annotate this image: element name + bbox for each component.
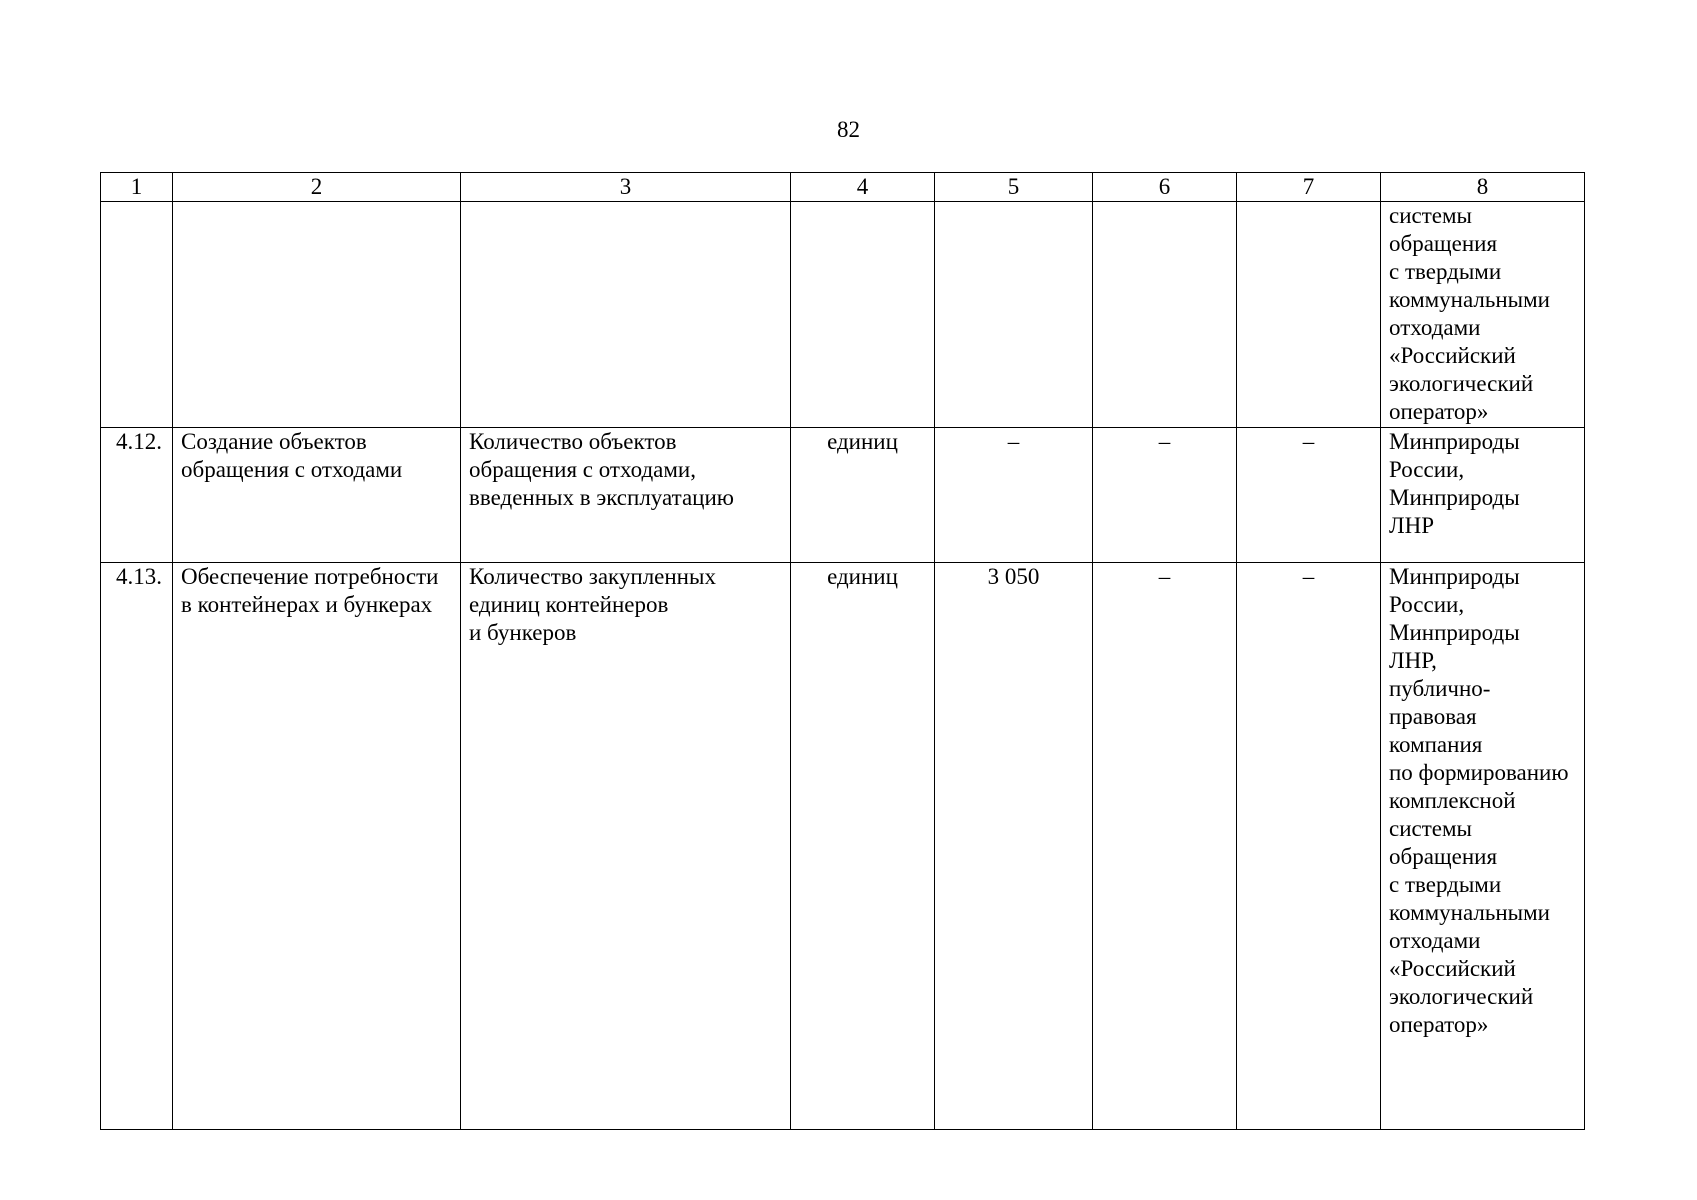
row-number-cell xyxy=(101,202,173,428)
header-cell: 7 xyxy=(1237,173,1381,202)
unit-cell xyxy=(791,202,935,428)
value-cell-5: 3 050 xyxy=(935,563,1093,1130)
header-cell: 6 xyxy=(1093,173,1237,202)
indicator-cell: Количество закупленных единиц контейнеров и бункеров xyxy=(461,563,791,1130)
header-cell: 3 xyxy=(461,173,791,202)
value-cell-6: – xyxy=(1093,428,1237,563)
value-cell-5 xyxy=(935,202,1093,428)
responsible-cell: Минприроды России, Минприроды ЛНР xyxy=(1381,428,1585,563)
table-row xyxy=(101,428,1585,563)
value-cell-6 xyxy=(1093,202,1237,428)
indicator-cell: Количество объектов обращения с отходами, введенных в эксплуатацию xyxy=(461,428,791,563)
value-cell-6: – xyxy=(1093,563,1237,1130)
unit-cell: единиц xyxy=(791,563,935,1130)
header-cell: 5 xyxy=(935,173,1093,202)
responsible-cell: Минприроды России, Минприроды ЛНР, публично- правовая компания по формированию комплексной системы обращения с твердыми коммунальными отходами «Российский экологический оператор» xyxy=(1381,563,1585,1130)
header-cell: 8 xyxy=(1381,173,1585,202)
value-cell-7: – xyxy=(1237,563,1381,1130)
header-cell: 2 xyxy=(173,173,461,202)
table-row xyxy=(101,563,1585,1130)
value-cell-7 xyxy=(1237,202,1381,428)
value-cell-7: – xyxy=(1237,428,1381,563)
indicator-cell xyxy=(461,202,791,428)
event-name-cell: Обеспечение потребности в контейнерах и бункерах xyxy=(173,563,461,1130)
header-cell: 4 xyxy=(791,173,935,202)
responsible-cell: системы обращения с твердыми коммунальными отходами «Российский экологический оператор» xyxy=(1381,202,1585,428)
data-table xyxy=(100,172,1585,1130)
row-number-cell: 4.12. xyxy=(101,428,173,563)
value-cell-5: – xyxy=(935,428,1093,563)
table-row xyxy=(101,202,1585,428)
event-name-cell xyxy=(173,202,461,428)
unit-cell: единиц xyxy=(791,428,935,563)
header-cell: 1 xyxy=(101,173,173,202)
row-number-cell: 4.13. xyxy=(101,563,173,1130)
page-number: 82 xyxy=(837,117,860,142)
table-header-row xyxy=(101,173,1585,202)
event-name-cell: Создание объектов обращения с отходами xyxy=(173,428,461,563)
